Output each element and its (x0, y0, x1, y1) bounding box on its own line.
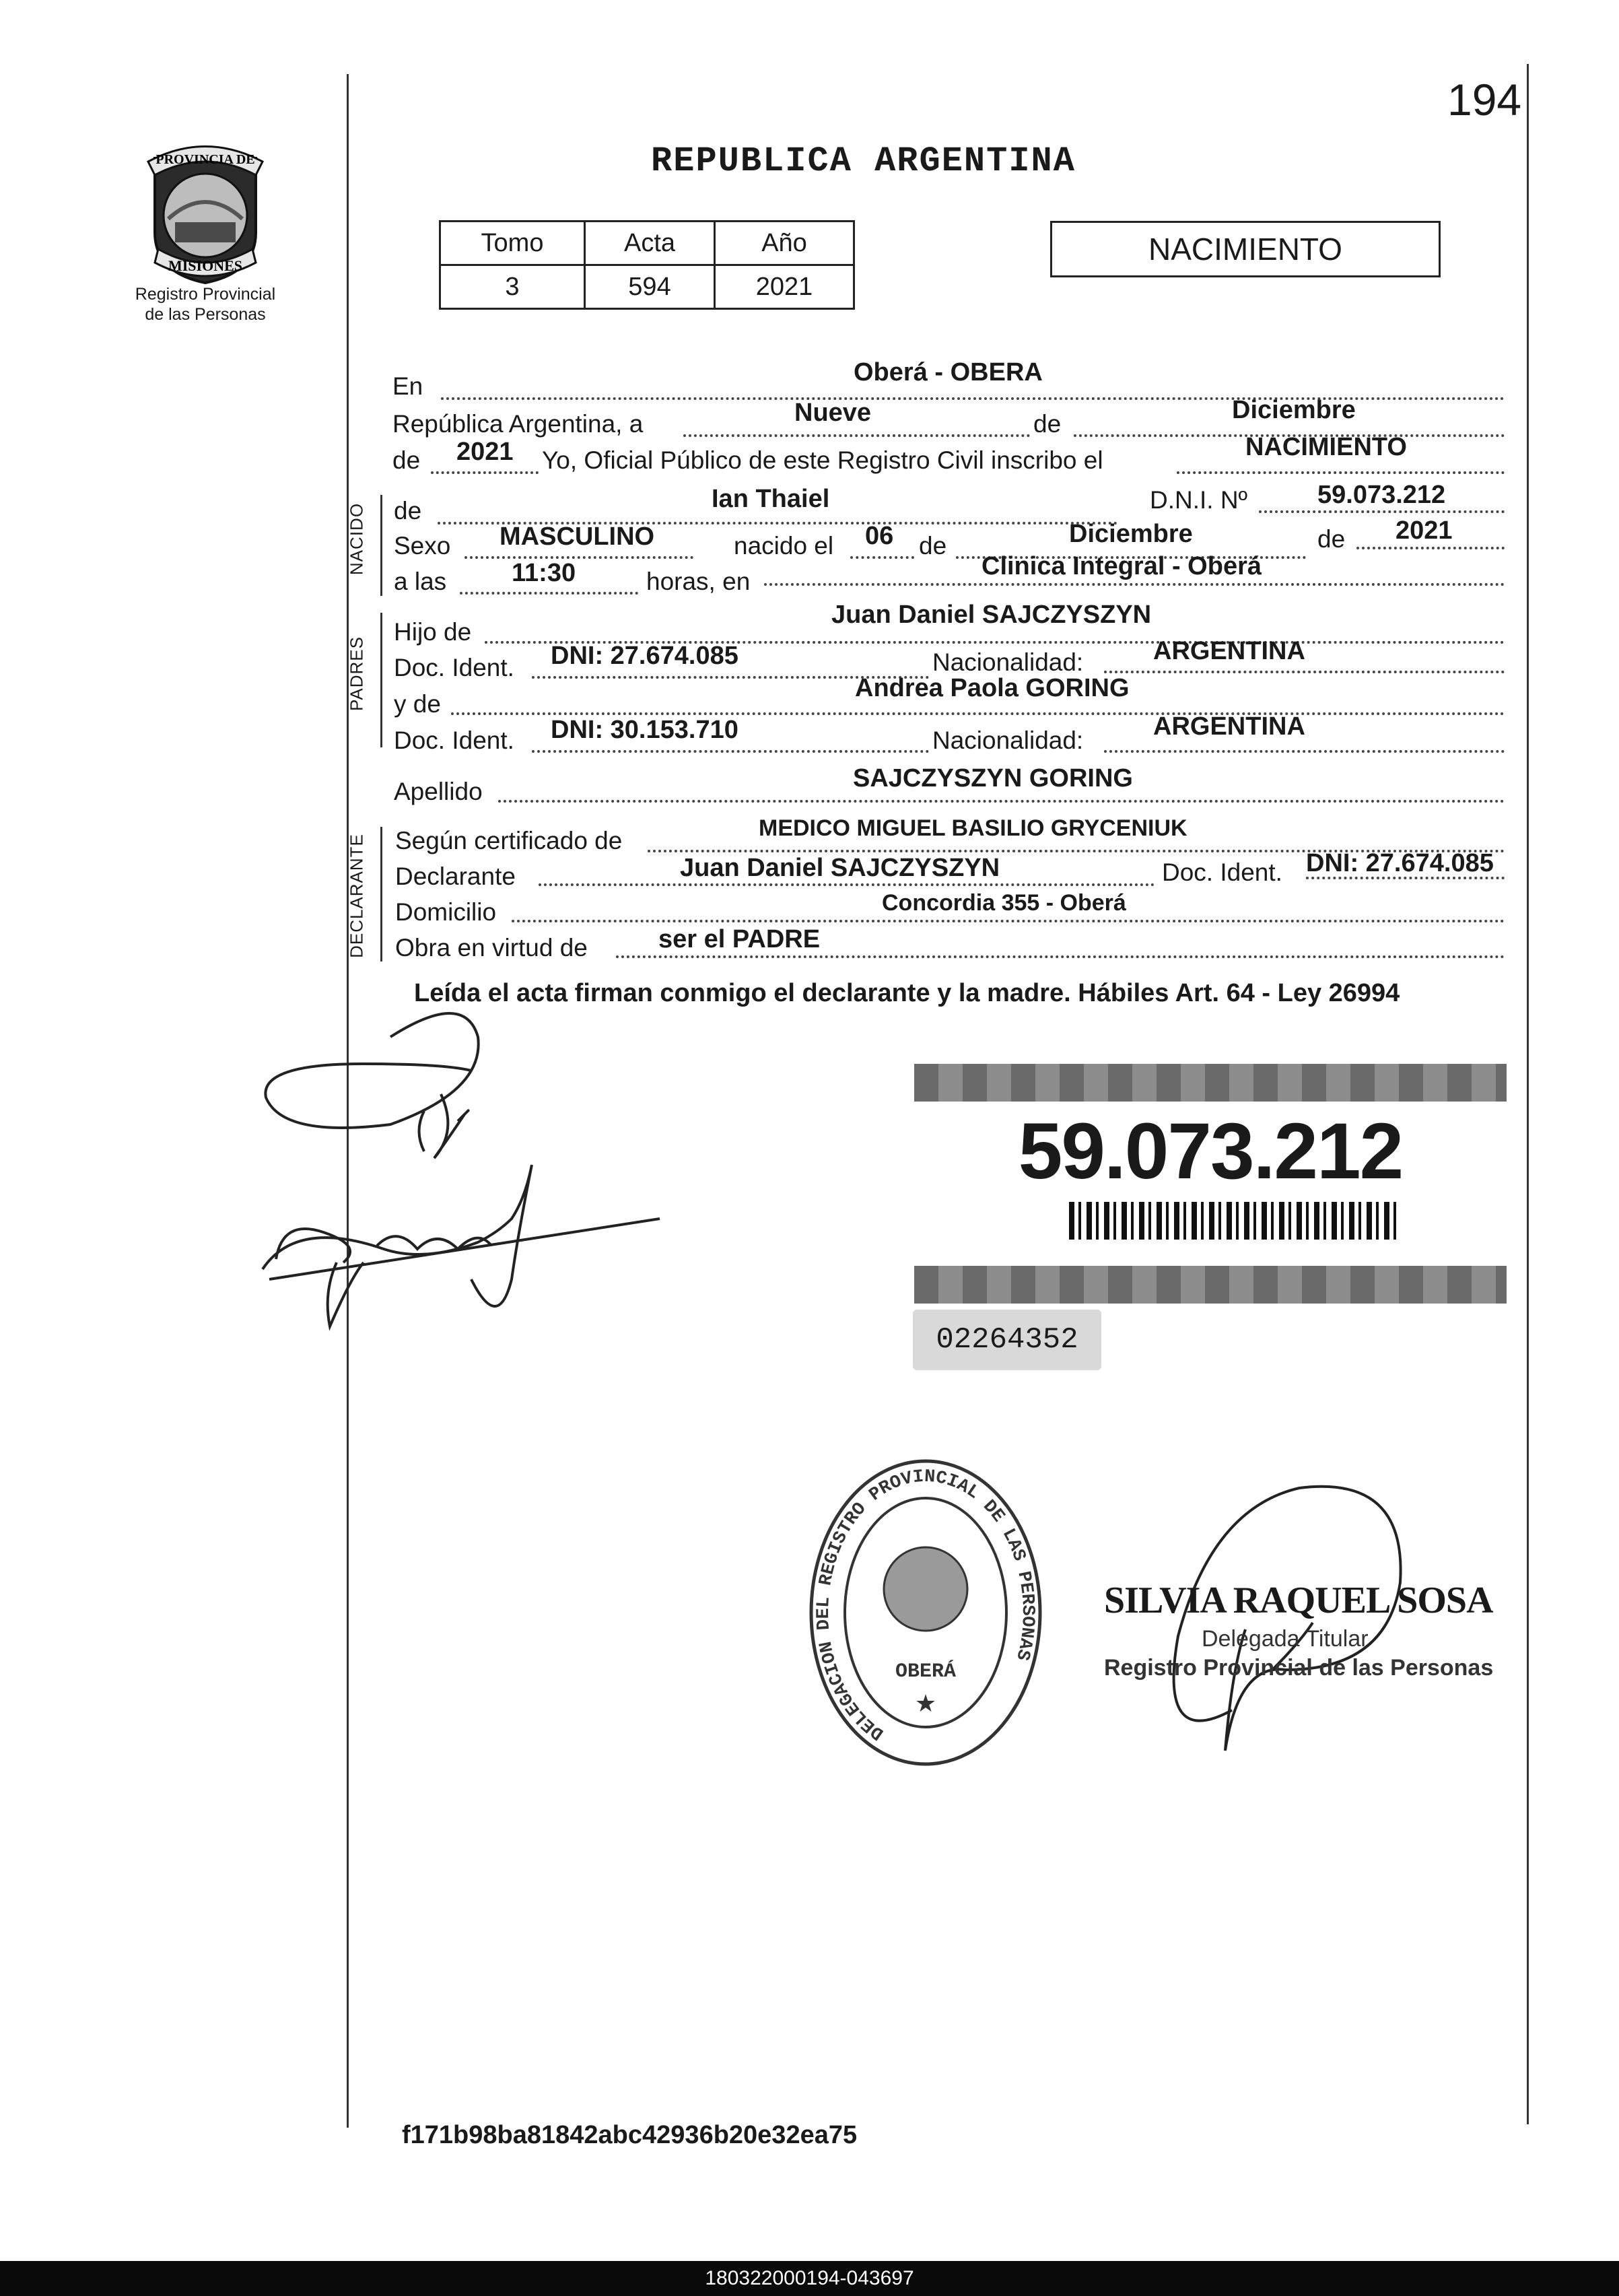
value-anio-inscripcion: 2021 (456, 438, 514, 466)
header-anio: Año (715, 222, 854, 265)
section-nacido: NACIDO (346, 502, 367, 576)
value-padre-nacionalidad: ARGENTINA (1153, 637, 1305, 665)
label-nacionalidad-padre: Nacionalidad: (932, 648, 1084, 676)
footer-document-id: 180322000194-043697 (0, 2261, 1619, 2296)
label-y-de: y de (394, 690, 441, 718)
label-horas-en: horas, en (646, 568, 751, 595)
value-dia: Nueve (794, 399, 872, 427)
value-lugar-inscripcion: Oberá - OBERA (854, 358, 1043, 386)
label-hijo-de: Hijo de (394, 618, 472, 646)
label-nacionalidad-madre: Nacionalidad: (932, 727, 1084, 754)
label-declarante: Declarante (395, 863, 516, 890)
registry-office-stamp (804, 1454, 1047, 1771)
right-margin-line (1527, 64, 1529, 2124)
label-de-mes: de (919, 532, 947, 560)
document-title: REPUBLICA ARGENTINA (651, 141, 1076, 181)
label-domicilio: Domicilio (395, 898, 497, 926)
value-certificado: MEDICO MIGUEL BASILIO GRYCENIUK (759, 815, 1187, 841)
label-sexo: Sexo (394, 532, 451, 560)
dotted-line (1259, 510, 1505, 513)
dotted-line (460, 592, 638, 595)
value-madre-doc: DNI: 30.153.710 (551, 716, 738, 744)
label-oficial: Yo, Oficial Público de este Registro Civil inscribo el (542, 446, 1103, 474)
value-hora: 11:30 (512, 559, 576, 587)
value-nac-mes: Diciembre (1069, 520, 1193, 548)
value-nac-dia: 06 (865, 522, 894, 550)
signatory-role: Delegada Titular (1202, 1626, 1369, 1652)
label-doc-ident-padre: Doc. Ident. (394, 654, 514, 681)
dni-serial-number: 02264352 (913, 1310, 1101, 1370)
value-mes: Diciembre (1232, 396, 1356, 424)
page-number: 194 (1447, 75, 1522, 125)
stamp-ring-text: DELEGACION DEL REGISTRO PROVINCIAL DE LAS PERSONAS (814, 1466, 1038, 1744)
value-tomo: 3 (440, 265, 585, 309)
label-nacido-el: nacido el (734, 532, 834, 560)
value-padre-doc: DNI: 27.674.085 (551, 642, 738, 670)
label-republica: República Argentina, a (392, 410, 644, 438)
stamp-city: OBERÁ (895, 1660, 957, 1683)
label-de-nombre: de (394, 497, 422, 525)
label-apellido: Apellido (394, 778, 483, 805)
label-certificado: Según certificado de (395, 827, 623, 854)
section-padres: PADRES (346, 636, 367, 711)
label-dni: D.N.I. Nº (1150, 486, 1248, 514)
declarante-bracket (380, 827, 382, 961)
label-de-anio: de (392, 446, 421, 474)
value-anio: 2021 (715, 265, 854, 309)
dotted-line (532, 750, 929, 753)
value-sexo: MASCULINO (500, 522, 655, 551)
value-acta: 594 (585, 265, 715, 309)
label-obra: Obra en virtud de (395, 934, 588, 961)
dni-sticker-top-band (914, 1064, 1507, 1102)
crest-text-bottom: MISIONES (168, 257, 243, 274)
document-hash: f171b98ba81842abc42936b20e32ea75 (402, 2121, 858, 2149)
dni-sticker-number: 59.073.212 (1018, 1107, 1403, 1196)
value-padre: Juan Daniel SAJCZYSZYN (831, 601, 1152, 629)
header-acta: Acta (585, 222, 715, 265)
value-madre: Andrea Paola GORING (855, 674, 1130, 702)
signatory-organization: Registro Provincial de las Personas (1104, 1655, 1494, 1681)
crest-text-top: PROVINCIA DE (156, 152, 255, 167)
label-a-las: a las (394, 568, 447, 595)
dotted-line (683, 434, 1030, 437)
value-nombre: Ian Thaiel (712, 485, 830, 513)
declarant-signatures (256, 997, 687, 1374)
dotted-line (616, 955, 1505, 958)
padres-bracket (380, 613, 382, 747)
dotted-line (1104, 750, 1505, 753)
label-de-anio-nac: de (1317, 525, 1346, 553)
value-dni: 59.073.212 (1317, 481, 1446, 509)
dotted-line (451, 712, 1505, 715)
value-nac-anio: 2021 (1396, 516, 1453, 545)
signatory-name: SILVIA RAQUEL SOSA (1104, 1580, 1493, 1621)
dotted-line (431, 471, 539, 474)
dotted-line (764, 583, 1505, 586)
value-domicilio: Concordia 355 - Oberá (882, 890, 1126, 916)
registry-label-line1: Registro Provincial (135, 285, 276, 304)
stamp-star-icon: ★ (914, 1689, 937, 1717)
record-number-table (439, 220, 855, 310)
document-type-box: NACIMIENTO (1050, 221, 1441, 277)
nacido-bracket (380, 495, 382, 596)
value-apellido: SAJCZYSZYN GORING (853, 764, 1133, 792)
value-inscribo: NACIMIENTO (1245, 433, 1407, 461)
dni-barcode (1069, 1202, 1399, 1240)
dotted-line (512, 920, 1505, 922)
registry-label (101, 284, 310, 325)
value-lugar-nacimiento: Clinica Integral - Oberá (981, 552, 1262, 580)
misiones-crest-logo (128, 131, 283, 286)
dotted-line (539, 883, 1155, 886)
dotted-line (1104, 671, 1505, 673)
header-tomo: Tomo (440, 222, 585, 265)
dotted-line (1356, 547, 1505, 549)
label-doc-ident-madre: Doc. Ident. (394, 727, 514, 754)
value-declarante-doc: DNI: 27.674.085 (1306, 849, 1494, 877)
dotted-line (1177, 471, 1505, 474)
dotted-line (498, 800, 1505, 803)
leida-statement: Leída el acta firman conmigo el declarante y la madre. Hábiles Art. 64 - Ley 26994 (414, 979, 1400, 1007)
value-declarante: Juan Daniel SAJCZYSZYN (680, 854, 1000, 882)
label-en: En (392, 372, 423, 400)
dotted-line (464, 556, 693, 559)
dni-sticker-bottom-band (914, 1266, 1507, 1304)
label-doc-ident-declarante: Doc. Ident. (1162, 858, 1282, 886)
section-declarante: DECLARANTE (346, 834, 367, 958)
value-obra: ser el PADRE (658, 925, 821, 953)
value-madre-nacionalidad: ARGENTINA (1153, 712, 1305, 741)
registry-label-line2: de las Personas (145, 305, 266, 324)
label-de: de (1033, 410, 1062, 438)
dotted-line (850, 556, 914, 559)
